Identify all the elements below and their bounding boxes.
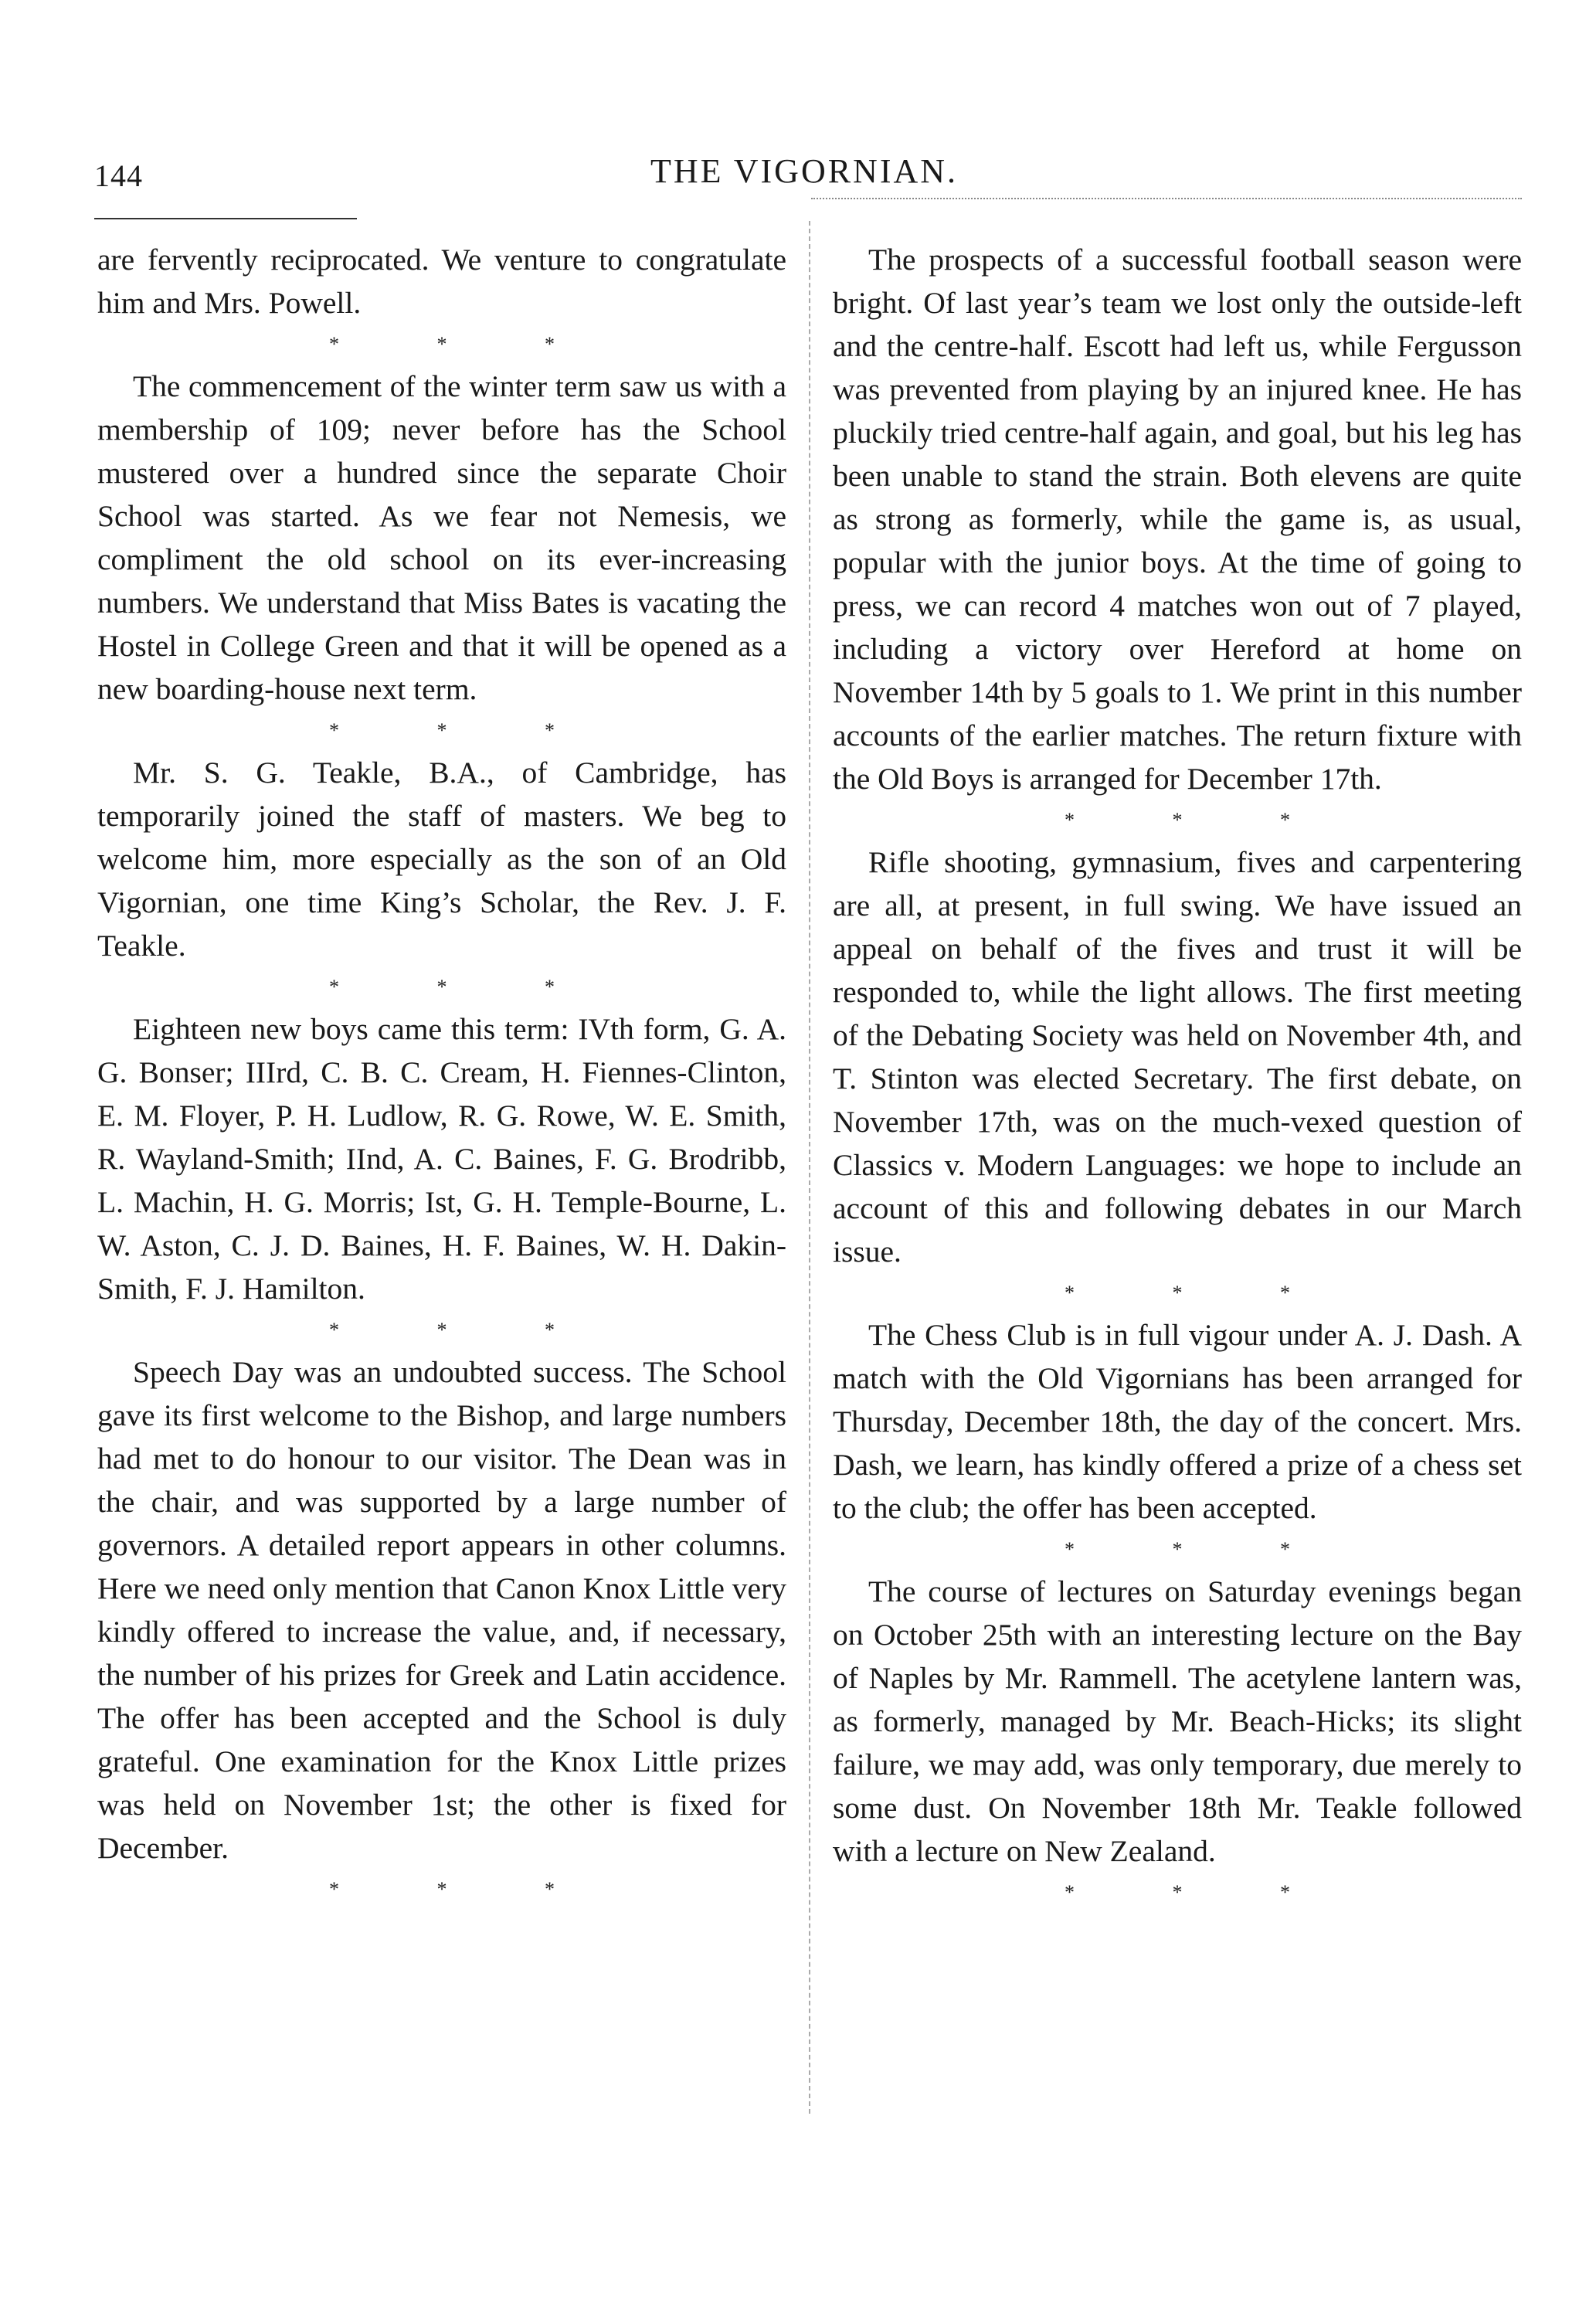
- left-column: [97, 238, 786, 1910]
- header-rule-left: [94, 218, 357, 219]
- paragraph-speech-day: Speech Day was an undoubted success. The School gave its first welcome to the Bishop, and large numbers had met to do honour to our visitor. The Dean was in the chair, and was supported by a large number of governors. A detailed report appears in other columns. Here we need only mention that Canon Knox Little very kindly offered to increase the value, and, if necessary, the number of his prizes for Greek and Latin accidence. The offer has been accepted and the School is duly grateful. One examination for the Knox Little prizes was held on November 1st; the other is fixed for December.: [97, 1355, 786, 1865]
- paragraph-chess-club: The Chess Club is in full vigour under A. J. Dash. A match with the Old Vigornians has been arranged for Thursday, December 18th, the day of the concert. Mrs. Dash, we learn, has kindly offered a prize of a chess set to the club; the offer has been accepted.: [833, 1318, 1522, 1525]
- section-separator: * * *: [1065, 1881, 1336, 1904]
- paragraph-winter-term: The commencement of the winter term saw us with a membership of 109; never before has the School mustered over a hundred since the separate Choir School was started. As we fear not Nemesis, we compliment the old school on its ever-increasing numbers. We understand that Miss Bates is vacating the Hostel in College Green and that it will be opened as a new boarding-house next term.: [97, 369, 786, 706]
- paragraph-football: The prospects of a successful football season were bright. Of last year’s team we lost only the outside-left and the centre-half. Escott had left us, while Fergusson was prevented from playing by an injured knee. He has pluckily tried centre-half again, and goal, but his leg has been unable to stand the strain. Both elevens are quite as strong as formerly, while the game is, as usual, popular with the junior boys. At the time of going to press, we can record 4 matches won out of 7 played, including a victory over Hereford at home on November 14th by 5 goals to 1. We print in this number accounts of the earlier matches. The return fixture with the Old Boys is arranged for December 17th.: [833, 243, 1522, 796]
- section-separator: * * *: [329, 1319, 601, 1341]
- journal-title: THE VIGORNIAN.: [650, 152, 959, 190]
- header-rule-right: [811, 198, 1522, 199]
- section-separator: * * *: [1065, 1282, 1336, 1304]
- section-separator: * * *: [329, 333, 601, 355]
- paragraph-lectures: The course of lectures on Saturday evenings began on October 25th with an interesting lecture on the Bay of Naples by Mr. Rammell. The acetylene lantern was, as formerly, managed by Mr. Beach-Hicks; its slight failure, we may add, was only temporary, due merely to some dust. On November 18th Mr. Teakle followed with a lecture on New Zealand.: [833, 1574, 1522, 1868]
- paragraph-powell: are fervently reciprocated. We venture to congratulate him and Mrs. Powell.: [97, 243, 786, 320]
- page-number: 144: [94, 158, 143, 193]
- section-separator: * * *: [329, 719, 601, 742]
- paragraph-teakle: Mr. S. G. Teakle, B.A., of Cambridge, has temporarily joined the staff of masters. We beg to welcome him, more especially as the son of an Old Vigornian, one time King’s Scholar, the Rev. J. F. Teakle.: [97, 756, 786, 963]
- paragraph-new-boys: Eighteen new boys came this term: IVth form, G. A. G. Bonser; IIIrd, C. B. C. Cream, H. Fiennes-Clinton, E. M. Floyer, P. H. Ludlow, R. G. Rowe, W. E. Smith, R. Wayland-Smith; IInd, A. C. Baines, F. G. Brodribb, L. Machin, H. G. Morris; Ist, G. H. Temple-Bourne, L. W. Aston, C. J. D. Baines, H. F. Baines, W. H. Dakin-Smith, F. J. Hamilton.: [97, 1012, 786, 1306]
- section-separator: * * *: [329, 1878, 601, 1900]
- section-separator: * * *: [1065, 1538, 1336, 1561]
- paragraph-rifle-shooting: Rifle shooting, gymnasium, fives and carpentering are all, at present, in full swing. We have issued an appeal on behalf of the fives and trust it will be responded to, while the light allows. The first meeting of the Debating Society was held on November 4th, and T. Stinton was elected Secretary. The first debate, on November 17th, was on the much-vexed question of Classics v. Modern Languages: we hope to include an account of this and following debates in our March issue.: [833, 845, 1522, 1269]
- section-separator: * * *: [329, 976, 601, 998]
- section-separator: * * *: [1065, 809, 1336, 831]
- column-divider: [809, 221, 810, 2114]
- right-column: [833, 238, 1522, 1913]
